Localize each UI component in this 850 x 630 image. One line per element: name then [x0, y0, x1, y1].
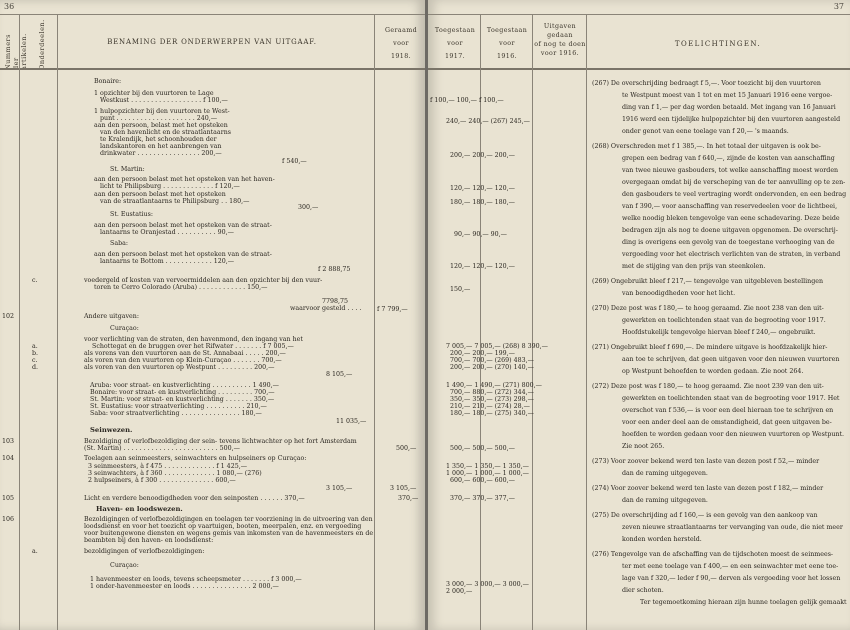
amount-row: 200,— 200,— 199,—	[450, 350, 515, 357]
note-line: overgegaan omdat bij de verscheping van de ter aanvulling op te zen-	[622, 179, 846, 186]
page-number-right: 37	[833, 2, 844, 11]
header-1917-line3: 1917.	[444, 53, 466, 60]
note-line: 1916 werd een tijdelijke hulpopzichter bij den vuurtoren aangesteld	[622, 116, 841, 123]
amount-row: 180,— 180,— (275) 340,—	[450, 410, 534, 417]
granted-1918-value: 3 105,—	[390, 485, 417, 492]
amount-row: f 100,— 100,— f 100,—	[430, 97, 504, 104]
header-granted-1917	[430, 26, 480, 61]
left-line: waarvoor gesteld . . . .	[290, 305, 362, 312]
header-expenditure-1916	[534, 22, 586, 58]
header-1916-line3: 1916.	[496, 53, 518, 60]
left-line: 7798,75	[322, 298, 349, 305]
section-heading-havenwezen: Haven- en loodswezen.	[96, 505, 183, 513]
header-expenditure-line1: Uitgaven	[543, 23, 577, 30]
header-granted-line2: voor	[393, 40, 409, 47]
left-line: aan den persoon belast met het opsteken van de straat-	[94, 222, 272, 229]
note-line: (275) De overschrijding ad f 160,— is een gevolg van den aankoop van	[592, 512, 818, 519]
left-line: Saba: voor straatverlichting . . . . . . . . . . . . . . . 180,—	[90, 410, 262, 417]
left-line: Curaçao:	[110, 562, 139, 569]
left-line: beambten bij den haven- en loodsdienst:	[84, 537, 214, 544]
note-line: Hoofdstukelijk tengevolge hiervan bleef f 240,— ongebruikt.	[622, 329, 816, 336]
left-line: punt . . . . . . . . . . . . . . . . . . . . 240,—	[100, 115, 218, 122]
left-line: lantaarns te Bottom . . . . . . . . . . . . 120,—	[100, 258, 235, 265]
left-line: 1 onder-havenmeester en loods . . . . . . . . . . . . . . . 2 000,—	[90, 583, 279, 590]
left-line: aan den persoon belast met het opsteken van de straat-	[94, 251, 272, 258]
header-granted	[378, 26, 424, 61]
note-line: dan de raming uitgegeven.	[622, 470, 708, 477]
left-line: Curaçao:	[110, 325, 139, 332]
left-line: als voren van den vuurtoren op Westpunt . . . . . . . . . 200,—	[84, 364, 275, 371]
note-line: dan de raming uitgegeven.	[622, 497, 708, 504]
subdivision-letter: c.	[32, 357, 38, 364]
note-line: ding van f 1,— per dag worden betaald. Met ingang van 16 Januari	[622, 104, 836, 111]
granted-1918-value: f 7 799,—	[377, 306, 408, 313]
amount-row: 120,— 120,— 120,—	[450, 263, 515, 270]
note-line: (274) Voor zoover bekend werd ten laste van dezen post f 182,— minder	[592, 485, 824, 492]
header-1916-line2: voor	[499, 40, 515, 47]
article-number: 105	[2, 495, 15, 502]
left-line: 1 opzichter bij den vuurtoren te Lage	[94, 90, 214, 97]
note-line: (268) Overschreden met f 1 385,—. In het totaal der uitgaven is ook be-	[592, 143, 821, 150]
left-line: toren te Cerro Colorado (Aruba) . . . . . . . . . . . . 150,—	[94, 284, 268, 291]
header-1917-line1: Toegestaan	[434, 27, 476, 34]
left-line: aan den persoon belast met het opsteken	[94, 191, 226, 198]
note-line: vergoeding voor het electrisch verlichten van de straten, in verband	[622, 251, 841, 258]
note-line: van benoodigdheden voor het licht.	[622, 290, 736, 297]
left-line: licht te Philipsburg . . . . . . . . . . . . . f 120,—	[100, 183, 240, 190]
section-heading-seinwezen: Seinwezen.	[90, 426, 133, 434]
header-granted-line3: 1918.	[390, 53, 412, 60]
left-line: Licht en verdere benoodigdheden voor den seinposten . . . . . . 370,—	[84, 495, 305, 502]
left-line: bezoldigingen of verlofbezoldigingen:	[84, 548, 205, 555]
note-line: zeven nieuwe straatlantaarns ter vervanging van oude, die niet meer	[622, 524, 843, 531]
amount-row: 90,— 90,— 90,—	[454, 231, 507, 238]
left-line: 1 hulpopzichter bij den vuurtoren te West-	[94, 108, 230, 115]
left-line: 8 105,—	[326, 371, 353, 378]
amount-row: 7 005,— 7 005,— (268) 8 390,—	[446, 343, 548, 350]
left-line: voedergeld of kosten van vervoermiddelen aan den opzichter bij den vuur-	[84, 277, 323, 284]
left-line: te Kralendijk, het schoonhouden der	[100, 136, 217, 143]
note-line: grepen een bedrag van f 640,—, zijnde de kosten van aanschaffing	[622, 155, 835, 162]
note-line: (273) Voor zoover bekend werd ten laste van dezen post f 52,— minder	[592, 458, 820, 465]
amount-row: 700,— 880,— (272) 344,—	[450, 389, 534, 396]
header-top-rule	[428, 14, 850, 15]
amount-row: 600,— 600,— 600,—	[450, 477, 515, 484]
note-line: op Westpunt behoefden te worden gedaan. Zie noot 264.	[622, 368, 804, 375]
left-line: 3 seinwachters, à f 360 . . . . . . . . . . . . . 1 080,— (276)	[88, 470, 262, 477]
left-line: Bonaire:	[94, 78, 122, 85]
left-line: voor verlichting van de straten, den havenmond, den ingang van het	[84, 336, 303, 343]
amount-row: 2 000,—	[446, 588, 473, 595]
left-line: aan den persoon, belast met het opsteken	[94, 122, 228, 129]
amount-row: 3 000,— 3 000,— 3 000,—	[446, 581, 529, 588]
amount-row: 1 350,— 1 350,— 1 350,—	[446, 463, 529, 470]
header-bottom-rule	[428, 68, 850, 70]
left-line: Saba:	[110, 240, 128, 247]
col-rule-2	[57, 14, 58, 630]
granted-1918-value: 370,—	[398, 495, 419, 502]
left-line: lantaarns te Oranjestad . . . . . . . . . . 90,—	[100, 229, 234, 236]
left-line: aan den persoon belast met het opsteken van het haven-	[94, 176, 275, 183]
header-1917-line2: voor	[447, 40, 463, 47]
col-rule-2	[532, 14, 533, 630]
note-line: onder genot van eene toelage van f 20,— 's maands.	[622, 128, 789, 135]
header-numbers-col: Nummers der artikelen.	[4, 33, 28, 70]
col-rule-3	[586, 14, 587, 630]
left-line: drinkwater . . . . . . . . . . . . . . . . 200,—	[100, 150, 222, 157]
amount-row: 120,— 120,— 120,—	[450, 185, 515, 192]
amount-row: 240,— 240,— (267) 245,—	[446, 118, 530, 125]
left-line: loodsdienst en voor het toezicht op vaartuigen, booten, meerpalen, enz. en vergoeding	[84, 523, 362, 530]
header-bottom-rule	[0, 68, 425, 70]
amount-row: 210,— 210,— (274) 28,—	[450, 403, 530, 410]
left-line: 300,—	[298, 204, 319, 211]
header-expenditure-line2: gedaan	[547, 32, 573, 39]
left-line: als voren van den vuurtoren op Klein-Curaçao . . . . . . . 700,—	[84, 357, 282, 364]
left-line: St. Eustatius: voor straatverlichting . . . . . . . . . . 210,—	[90, 403, 267, 410]
left-line: 11 035,—	[336, 418, 367, 425]
note-line: gewerkten en toelichtenden staat van de begrooting voor 1917.	[622, 317, 826, 324]
left-line: 3 seinmeesters, à f 475 . . . . . . . . . . . . . f 1 425,—	[88, 463, 247, 470]
left-line: 3 105,—	[326, 485, 353, 492]
note-line: voor een ander deel aan de omstandigheid, dat geen uitgaven be-	[622, 419, 832, 426]
amount-row: 500,— 500,— 500,—	[450, 445, 515, 452]
left-line: Bezoldiging of verlofbezoldiging der sein- tevens lichtwachter op het fort Amsterdam	[84, 438, 357, 445]
note-line: met de stijging van den prijs van steenkolen.	[622, 263, 766, 270]
note-line: te Westpunt moest van 1 tot en met 15 Januari 1916 eene vergoe-	[622, 92, 833, 99]
amount-row: 200,— 200,— (270) 140,—	[450, 364, 534, 371]
header-expenditure-line3: of nog te doen	[534, 41, 586, 48]
left-line: Bezoldigingen of verlofbezoldigingen en toelagen ter voorziening in de uitvoering van den	[84, 516, 373, 523]
article-number: 102	[2, 313, 15, 320]
col-rule-1	[19, 14, 20, 630]
article-number: 104	[2, 455, 15, 462]
note-line: gewerkten en toelichtenden staat van de begrooting voor 1917. Het	[622, 395, 840, 402]
col-rule-3	[374, 14, 375, 630]
note-line: overschot van f 536,— is voor een deel hieraan toe te schrijven en	[622, 407, 834, 414]
left-line: St. Martin: voor straat- en kustverlichting . . . . . . . 350,—	[90, 396, 275, 403]
subdivision-letter: a.	[32, 548, 38, 555]
header-granted-line1: Geraamd	[384, 27, 418, 34]
left-line: landskantoren en het aanbrengen van	[100, 143, 222, 150]
note-line: (267) De overschrijding bedraagt f 5,—. Voor toezicht bij den vuurtoren	[592, 80, 821, 87]
header-expenditure-line4: voor 1916.	[540, 50, 580, 57]
note-line: (270) Deze post was f 180,— te hoog geraamd. Zie noot 238 van den uit-	[592, 305, 824, 312]
note-line: dier schoten.	[622, 587, 664, 594]
subdivision-letter: d.	[32, 364, 39, 371]
header-title: BENAMING DER ONDERWERPEN VAN UITGAAF.	[107, 38, 317, 46]
header-subdivisions-col: Onderdeelen.	[38, 19, 46, 70]
left-line: f 540,—	[282, 158, 307, 165]
amount-row: 350,— 350,— (273) 298,—	[450, 396, 534, 403]
granted-1918-value: 500,—	[396, 445, 417, 452]
note-line: den gasbouders te veel vertraging wordt ondervonden, en een bedrag	[622, 191, 847, 198]
amount-row: 200,— 200,— 200,—	[450, 152, 515, 159]
amount-row: 700,— 700,— (269) 483,—	[450, 357, 534, 364]
note-line: lage van f 320,— leder f 90,— derven als vergoeding voor het lossen	[622, 575, 841, 582]
left-line: Aruba: voor straat- en kustverlichting . . . . . . . . . . 1 490,—	[90, 382, 279, 389]
note-line: (276) Tengevolge van de afschaffing van de tijdschoten moest de seinmees-	[592, 551, 834, 558]
left-line: Westkust . . . . . . . . . . . . . . . . . . f 100,—	[100, 97, 228, 104]
left-line: Bonaire: voor straat- en kustverlichting . . . . . . . . . 700,—	[90, 389, 275, 396]
amount-row: 180,— 180,— 180,—	[450, 199, 515, 206]
left-line: van de straatlantaarns te Philipsburg . . 180,—	[100, 198, 250, 205]
note-line: van f 390,— voor aanschaffing van reservedeelen voor de lichtbeei,	[622, 203, 838, 210]
note-line: Ter tegemoetkoming hieraan zijn hunne toelagen gelijk gemaakt	[640, 599, 847, 606]
header-top-rule	[0, 14, 425, 15]
left-line: Toelagen aan seinmeesters, seinwachters en hulpseiners op Curaçao:	[84, 455, 307, 462]
left-line: St. Martin:	[110, 166, 145, 173]
header-granted-1916	[482, 26, 532, 61]
left-line: f 2 888,75	[318, 266, 351, 273]
header-explanations: TOELICHTINGEN.	[674, 40, 762, 48]
article-number: 106	[2, 516, 15, 523]
note-line: konden worden hersteld.	[622, 536, 702, 543]
left-line: (St. Martin) . . . . . . . . . . . . . . . . . . . . . . . . 500,—	[84, 445, 240, 452]
amount-row: 1 490,— 1 490,— (271) 800,—	[446, 382, 542, 389]
note-line: (269) Ongebruikt bleef f 217,— tengevolge van uitgebleven bestellingen	[592, 278, 824, 285]
left-line: St. Eustatius:	[110, 211, 153, 218]
article-number: 103	[2, 438, 15, 445]
right-page	[428, 0, 850, 630]
note-line: hoefden te worden gedaan voor den nieuwen vuurtoren op Westpunt.	[622, 431, 845, 438]
note-line: bedragen zijn als nog te doene uitgaven opgenomen. De overschrij-	[622, 227, 838, 234]
amount-row: 150,—	[450, 286, 471, 293]
left-line: als vorens van den vuurtoren aan de St. Annabaai . . . . . 200,—	[84, 350, 286, 357]
subdivision-letter: c.	[32, 277, 38, 284]
note-line: ter met eene toelage van f 400,— en een seinwachter met eene toe-	[622, 563, 839, 570]
amount-row: 1 000,— 1 000,— 1 000,—	[446, 470, 529, 477]
header-1916-line1: Toegestaan	[486, 27, 528, 34]
note-line: Zie noot 265.	[622, 443, 665, 450]
amount-row: 370,— 370,— 377,—	[450, 495, 515, 502]
subdivision-letter: a.	[32, 343, 38, 350]
page-number-left: 36	[4, 2, 15, 11]
note-line: (272) Deze post was f 180,— te hoog geraamd. Zie noot 239 van den uit-	[592, 383, 824, 390]
left-line: voor buitengewone diensten en wegens gemis van inkomsten van de havenmeesters en de	[84, 530, 374, 537]
left-line: 1 havenmeester en loods, tevens scheepsmeter . . . . . . . f 3 000,—	[90, 576, 302, 583]
col-rule-1	[480, 14, 481, 630]
note-line: ding is overigens een gevolg van de toegestane verhooging van de	[622, 239, 835, 246]
left-line: van den havenlicht en de straatlantaarns	[100, 129, 231, 136]
note-line: (271) Ongebruikt bleef f 690,—. De mindere uitgave is hoofdzakelijk hier-	[592, 344, 828, 351]
note-line: welke noodig bleken tengevolge van eene schadevaring. Deze beide	[622, 215, 840, 222]
left-line: Andere uitgaven:	[84, 313, 139, 320]
note-line: van twee nieuwe gasbouders, tot welke aanschaffing moest worden	[622, 167, 839, 174]
left-line: 2 hulpseiners, à f 300 . . . . . . . . . . . . . . 600,—	[88, 477, 236, 484]
subdivision-letter: b.	[32, 350, 39, 357]
note-line: aan toe te schrijven, dat geen uitgaven voor den nieuwen vuurtoren	[622, 356, 840, 363]
left-line: Schottegat en de bruggen over het Rifwater . . . . . . . f 7 005,—	[92, 343, 294, 350]
